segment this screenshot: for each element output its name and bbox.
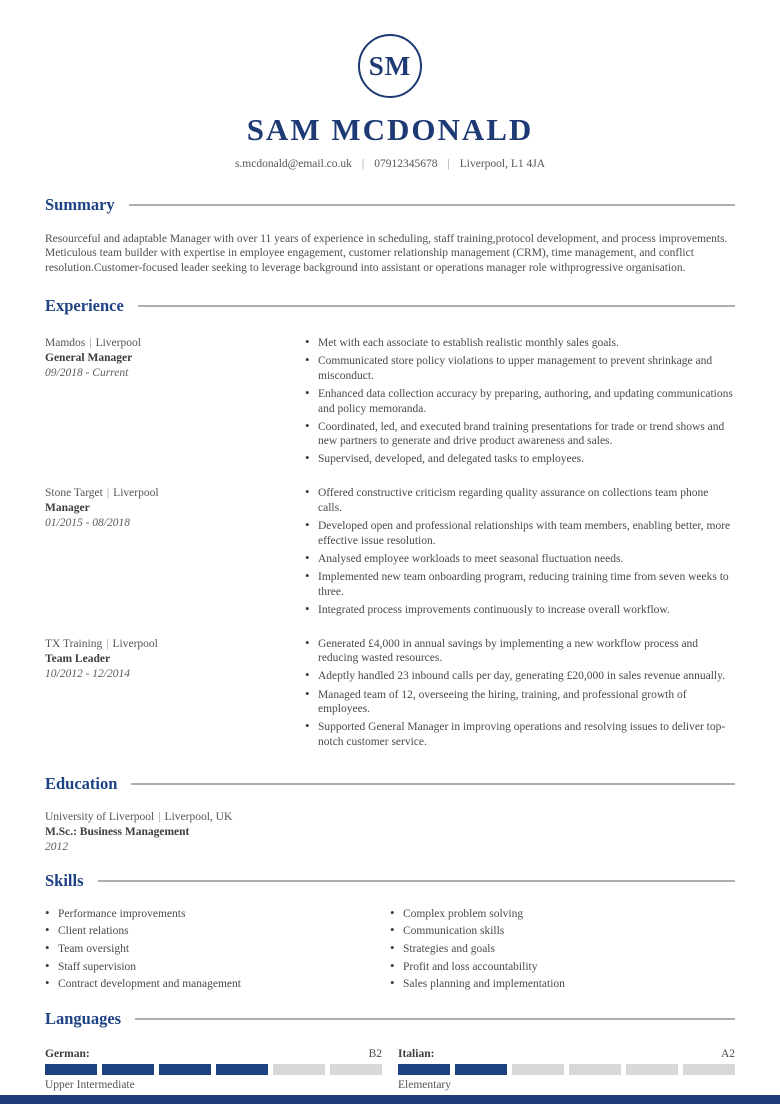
pipe-separator: | [158,810,161,823]
section-languages [45,1009,735,1091]
job-bullet: • Supervised, developed, and delegated tasks to employees. [305,452,735,467]
skill-item: • Strategies and goals [390,942,735,957]
summary-title: Summary [45,195,115,214]
job-role: General Manager [45,352,133,365]
language-level-bar [45,1064,382,1075]
section-rule [98,880,735,882]
pipe-separator: | [106,487,110,500]
language-name: Italian: [398,1047,435,1060]
job-bullet: • Generated £4,000 in annual savings by implementing a new workflow process and reducing wasted resources. [305,637,735,666]
contact-row [45,158,735,170]
job-bullet: • Adeptly handled 23 inbound calls per day, generating £20,000 in sales revenue annually. [305,669,735,684]
skills-column-right [390,907,735,995]
experience-title: Experience [45,296,124,316]
language-entry [45,1048,382,1091]
education-year: 2012 [45,840,68,853]
job-company-line [45,486,305,501]
section-rule [138,305,735,307]
skill-item: • Contract development and management [45,977,390,992]
job-role: Team Leader [45,652,111,665]
skill-item: • Performance improvements [45,907,390,922]
language-name: German: [45,1047,90,1060]
contact-separator: | [361,158,365,170]
level-bar-segment [512,1064,564,1075]
skill-item: • Staff supervision [45,960,390,975]
contact-email: s.mcdonald@email.co.uk [234,158,352,170]
level-bar-segment [626,1064,678,1075]
level-bar-segment [455,1064,507,1075]
education-school: University of Liverpool [45,810,155,823]
languages-title: Languages [45,1008,122,1028]
job-location: Liverpool [113,487,159,500]
level-bar-segment [330,1064,382,1075]
resume-header [45,0,735,170]
summary-text: Resourceful and adaptable Manager with over 11 years of experience in scheduling, staff training,protocol development, and process improvements. Meticulous team builder with expertise in employee engagement, customer relationship management (CRM), time management, and conflict resolution.Customer-focused leader seeking to leverage background into assistant or operations manager role withprogressive organisation. [45,233,728,274]
job-company: Stone Target [45,487,103,500]
skills-column-left [45,907,390,995]
job-bullet: • Developed open and professional relationships with team members, enabling better, more effective issue resolution. [305,519,735,548]
level-bar-segment [683,1064,735,1075]
job-bullets [305,486,735,620]
job-dates: 10/2012 - 12/2014 [45,667,130,680]
pipe-separator: | [106,637,109,650]
footer-accent-bar [0,1095,780,1104]
section-rule [135,1018,735,1020]
job-bullet: • Integrated process improvements continuously to increase overall workflow. [305,603,735,618]
education-title: Education [45,773,118,793]
education-entry [45,810,735,855]
language-labels [398,1048,735,1060]
language-entry [398,1048,735,1091]
job-bullet: • Met with each associate to establish realistic monthly sales goals. [305,336,735,351]
level-bar-segment [102,1064,154,1075]
job-bullet: • Supported General Manager in improving operations and resolving issues to deliver top-notch customer service. [305,720,735,749]
education-header [45,774,735,794]
job-meta [45,637,305,753]
experience-header [45,296,735,316]
contact-location: Liverpool, L1 4JA [459,158,546,170]
job-company: TX Training [45,637,103,650]
skills-header [45,871,735,891]
job-bullet: • Coordinated, led, and executed brand training presentations for trade or trend shows and new partners to generate and drive product awareness and sales. [305,420,735,449]
skill-item: • Communication skills [390,924,735,939]
person-name: SAM MCDONALD [246,112,534,147]
section-experience [45,296,735,753]
section-summary [45,195,735,275]
job-meta [45,336,305,470]
skill-item: • Complex problem solving [390,907,735,922]
education-school-line [45,810,735,825]
job-entry [45,336,735,470]
contact-phone: 07912345678 [374,158,438,170]
monogram-badge [358,34,422,98]
level-bar-segment [273,1064,325,1075]
job-bullet: • Enhanced data collection accuracy by preparing, authoring, and updating communications and policy memoranda. [305,387,735,416]
job-dates: 09/2018 - Current [45,367,129,380]
job-bullet: • Implemented new team onboarding program, reducing training time from seven weeks to three. [305,570,735,599]
section-education [45,774,735,855]
languages-header [45,1009,735,1029]
pipe-separator: | [89,337,92,350]
education-degree: M.Sc.: Business Management [45,825,190,838]
language-level-bar [398,1064,735,1075]
language-labels [45,1048,382,1060]
job-company: Mamdos [45,337,86,350]
job-bullet: • Managed team of 12, overseeing the hiring, training, and professional growth of employees. [305,688,735,717]
job-company-line [45,336,305,351]
job-bullet: • Communicated store policy violations to upper management to prevent shrinkage and misconduct. [305,354,735,383]
level-bar-segment [45,1064,97,1075]
language-level-label: Upper Intermediate [45,1078,135,1091]
language-level-code: A2 [720,1047,735,1060]
skill-item: • Sales planning and implementation [390,977,735,992]
skill-item: • Profit and loss accountability [390,960,735,975]
monogram-initials: SM [368,50,412,81]
level-bar-segment [569,1064,621,1075]
language-level-code: B2 [368,1047,382,1060]
section-rule [131,783,735,785]
job-location: Liverpool [95,337,141,350]
job-bullet: • Analysed employee workloads to meet seasonal fluctuation needs. [305,552,735,567]
job-role: Manager [45,502,90,515]
level-bar-segment [216,1064,268,1075]
section-skills [45,871,735,995]
skill-item: • Client relations [45,924,390,939]
language-level-label: Elementary [398,1078,452,1091]
job-bullets [305,637,735,753]
skill-item: • Team oversight [45,942,390,957]
skills-title: Skills [45,870,84,890]
skills-columns [45,907,735,995]
job-entry [45,637,735,753]
contact-separator: | [447,158,450,170]
job-bullets [305,336,735,470]
job-location: Liverpool [112,637,158,650]
job-entry [45,486,735,620]
job-bullet: • Offered constructive criticism regarding quality assurance on collections team phone calls. [305,486,735,515]
job-meta [45,486,305,620]
level-bar-segment [159,1064,211,1075]
summary-header [45,195,735,215]
job-company-line [45,637,305,652]
section-rule [129,204,735,206]
education-location: Liverpool, UK [164,810,233,823]
level-bar-segment [398,1064,450,1075]
job-dates: 01/2015 - 08/2018 [45,517,130,530]
languages-row [45,1048,735,1091]
